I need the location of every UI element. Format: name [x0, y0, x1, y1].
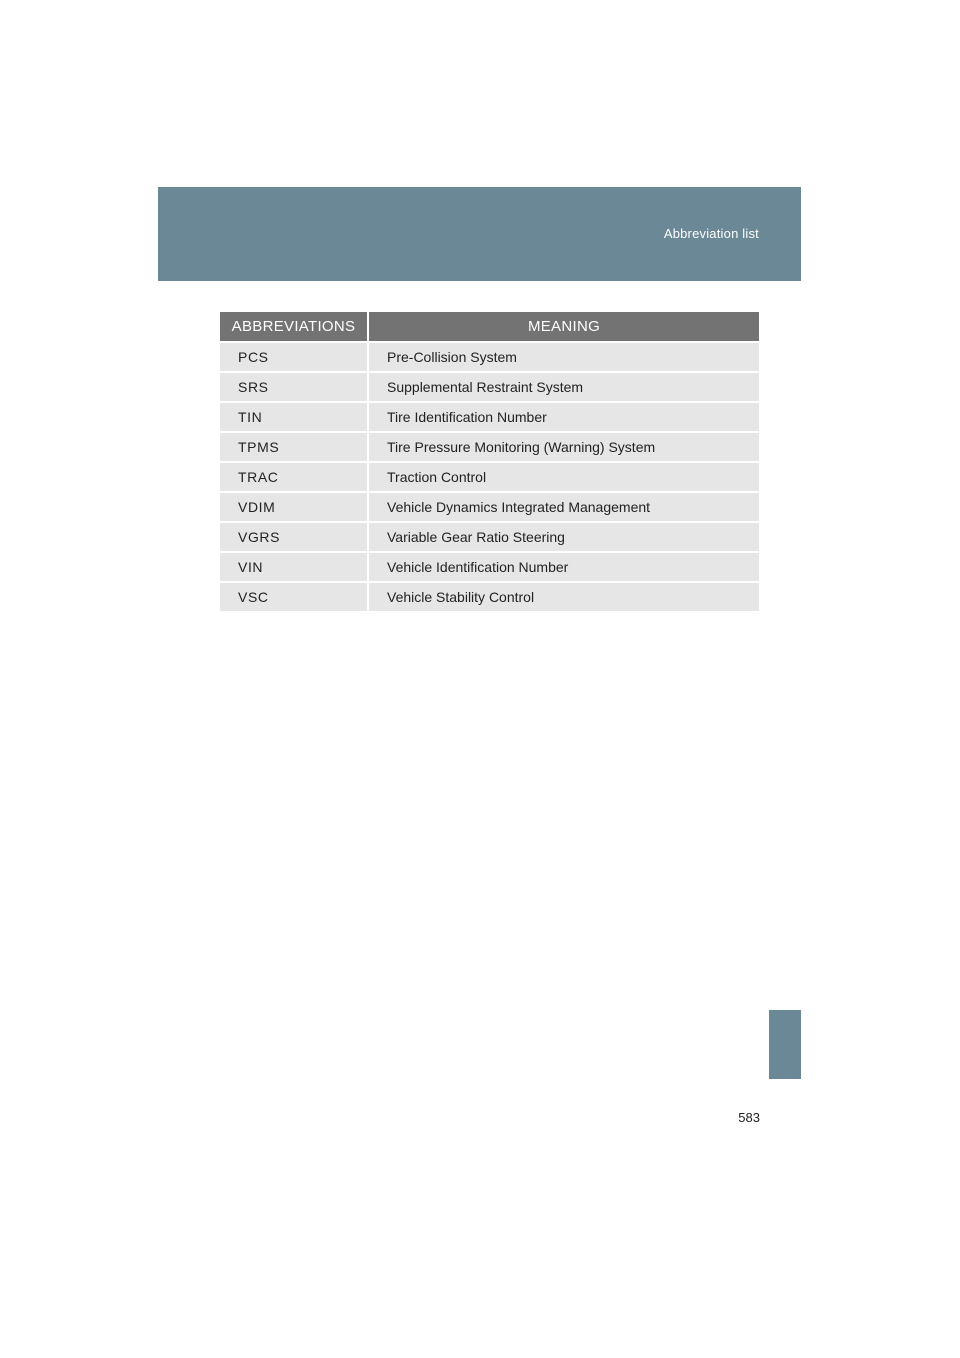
abbreviation-table: [220, 312, 759, 611]
table-row: [220, 462, 759, 492]
table-header-row: [220, 312, 759, 342]
table-row: [220, 582, 759, 611]
meaning-cell: Vehicle Identification Number: [368, 552, 759, 582]
section-title: Abbreviation list: [663, 226, 759, 241]
header-band: [158, 187, 801, 281]
meaning-cell: Pre-Collision System: [368, 342, 759, 372]
meaning-cell: Tire Pressure Monitoring (Warning) System: [368, 432, 759, 462]
meaning-cell: Supplemental Restraint System: [368, 372, 759, 402]
abbreviation-cell: VSC: [220, 582, 368, 611]
abbreviation-cell: VDIM: [220, 492, 368, 522]
table-row: [220, 522, 759, 552]
meaning-cell: Variable Gear Ratio Steering: [368, 522, 759, 552]
abbreviation-cell: SRS: [220, 372, 368, 402]
page-number: 583: [738, 1110, 760, 1125]
abbreviation-cell: VGRS: [220, 522, 368, 552]
abbreviation-cell: VIN: [220, 552, 368, 582]
table-row: [220, 342, 759, 372]
meaning-cell: Traction Control: [368, 462, 759, 492]
table-row: [220, 372, 759, 402]
abbreviation-cell: PCS: [220, 342, 368, 372]
table-row: [220, 552, 759, 582]
column-header-abbreviations: ABBREVIATIONS: [220, 312, 368, 342]
table-row: [220, 402, 759, 432]
abbreviation-cell: TRAC: [220, 462, 368, 492]
meaning-cell: Vehicle Stability Control: [368, 582, 759, 611]
table-row: [220, 492, 759, 522]
section-side-tab: [769, 1010, 801, 1079]
column-header-meaning: MEANING: [368, 312, 759, 342]
abbreviation-cell: TIN: [220, 402, 368, 432]
meaning-cell: Vehicle Dynamics Integrated Management: [368, 492, 759, 522]
abbreviation-cell: TPMS: [220, 432, 368, 462]
meaning-cell: Tire Identification Number: [368, 402, 759, 432]
table-row: [220, 432, 759, 462]
